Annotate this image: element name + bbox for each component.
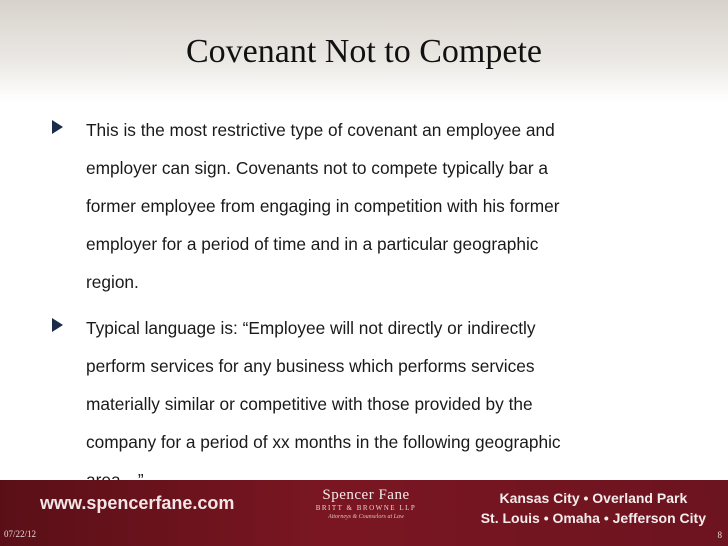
- website-link[interactable]: www.spencerfane.com: [40, 493, 235, 513]
- footer-bar: [0, 480, 728, 546]
- slide-date: 07/22/12: [4, 529, 37, 539]
- logo-tagline: Attorneys & Counselors at Law: [327, 514, 404, 520]
- page-number: 8: [717, 530, 722, 540]
- slide-title: Covenant Not to Compete: [185, 33, 542, 70]
- bullet-line: company for a period of xx months in the following geographic: [86, 432, 561, 452]
- bullet-line: employer for a period of time and in a particular geographic: [86, 234, 539, 254]
- company-logo: [306, 487, 426, 527]
- bullet-line: This is the most restrictive type of covenant an employee and: [86, 120, 555, 140]
- logo-subtitle: BRITT & BROWNE LLP: [315, 504, 417, 512]
- cities-line: St. Louis • Omaha • Jefferson City: [480, 510, 706, 526]
- bullet-line: Typical language is: “Employee will not directly or indirectly: [86, 318, 536, 338]
- bullet-text: [86, 111, 686, 301]
- bullet-text: [86, 309, 686, 499]
- bullet-item: [46, 309, 686, 499]
- office-cities: [481, 488, 706, 528]
- bullet-line: perform services for any business which performs services: [86, 356, 535, 376]
- bullet-arrow-icon: [52, 318, 63, 332]
- logo-name: Spencer Fane: [322, 487, 410, 503]
- bullet-line: employer can sign. Covenants not to compete typically bar a: [86, 158, 549, 178]
- bullet-list: [46, 111, 686, 507]
- bullet-line: materially similar or competitive with those provided by the: [86, 394, 533, 414]
- cities-line: Kansas City • Overland Park: [499, 490, 688, 506]
- bullet-arrow-icon: [52, 120, 63, 134]
- bullet-line: region.: [86, 272, 139, 292]
- bullet-line: former employee from engaging in competition with his former: [86, 196, 560, 216]
- bullet-item: [46, 111, 686, 301]
